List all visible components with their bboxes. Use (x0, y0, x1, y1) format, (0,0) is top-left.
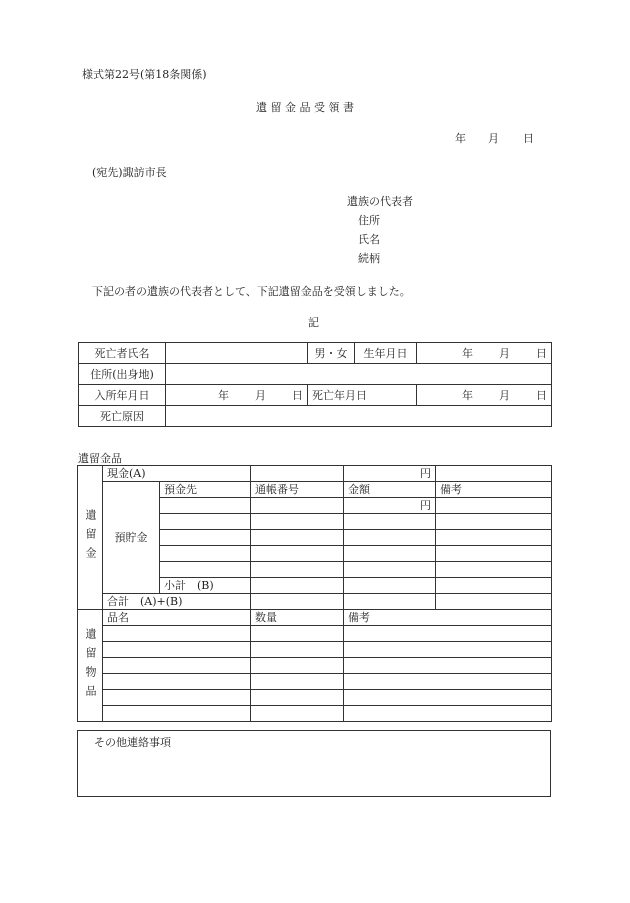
quantity-field[interactable] (251, 642, 344, 658)
property-table (77, 465, 552, 722)
table-row (78, 674, 552, 690)
goods-remarks-field[interactable] (344, 658, 552, 674)
other-contact-box[interactable] (77, 730, 551, 797)
quantity-field[interactable] (251, 626, 344, 642)
passbook-header: 通帳番号 (251, 482, 344, 498)
cash-detail-field[interactable] (251, 466, 344, 482)
item-field[interactable] (103, 626, 251, 642)
item-field[interactable] (103, 642, 251, 658)
remarks-field[interactable] (436, 546, 552, 562)
goods-remarks-field[interactable] (344, 706, 552, 722)
month-label: 月 (499, 347, 510, 360)
table-row (78, 482, 552, 498)
goods-group-label: 遺留物品 (78, 610, 103, 722)
table-row (79, 385, 552, 406)
year-label: 年 (218, 389, 229, 402)
date-year-label: 年 (455, 132, 466, 145)
year-label: 年 (462, 389, 473, 402)
statement: 下記の者の遺族の代表者として、下記遺留金品を受領しました。 (92, 285, 411, 298)
remarks-field[interactable] (436, 530, 552, 546)
quantity-header: 数量 (251, 610, 344, 626)
passbook-field[interactable] (251, 530, 344, 546)
document-title: 遺 留 金 品 受 領 書 (256, 101, 354, 114)
date-month-label: 月 (488, 132, 499, 145)
savings-label: 預貯金 (103, 482, 160, 594)
bank-header: 預金先 (160, 482, 251, 498)
total-label: 合計 (A)+(B) (103, 594, 251, 610)
item-field[interactable] (103, 674, 251, 690)
remarks-field[interactable] (436, 562, 552, 578)
table-row (78, 706, 552, 722)
quantity-field[interactable] (251, 690, 344, 706)
total-amount-field[interactable] (344, 594, 436, 610)
goods-remarks-field[interactable] (344, 690, 552, 706)
date-day-label: 日 (523, 132, 534, 145)
table-row (79, 364, 552, 385)
gender-field[interactable]: 男・女 (308, 343, 355, 364)
bank-field[interactable] (160, 498, 251, 514)
subtotal-amount-field[interactable] (344, 578, 436, 594)
addressee: (宛先)諏訪市長 (92, 166, 167, 179)
item-field[interactable] (103, 706, 251, 722)
subtotal-remarks-field[interactable] (436, 578, 552, 594)
passbook-field[interactable] (251, 546, 344, 562)
goods-remarks-field[interactable] (344, 626, 552, 642)
day-label: 日 (536, 347, 547, 360)
bank-field[interactable] (160, 530, 251, 546)
subtotal-label: 小計 (B) (160, 578, 251, 594)
day-label: 日 (292, 389, 303, 402)
representative-relation-label: 続柄 (358, 252, 380, 265)
table-row (79, 343, 552, 364)
total-remarks-field[interactable] (436, 594, 552, 610)
amount-field[interactable] (344, 530, 436, 546)
origin-field[interactable] (166, 364, 552, 385)
deceased-info-table (78, 342, 552, 427)
cash-label: 現金(A) (103, 466, 251, 482)
item-field[interactable] (103, 690, 251, 706)
table-row (78, 610, 552, 626)
death-date-label: 死亡年月日 (308, 385, 417, 406)
cause-label: 死亡原因 (79, 406, 166, 427)
cash-remarks-field[interactable] (436, 466, 552, 482)
amount-field[interactable] (344, 562, 436, 578)
item-field[interactable] (103, 658, 251, 674)
goods-remarks-field[interactable] (344, 674, 552, 690)
passbook-field[interactable] (251, 514, 344, 530)
other-contact-label: その他連絡事項 (94, 736, 171, 749)
amount-field[interactable] (344, 514, 436, 530)
table-row (78, 626, 552, 642)
representative-address-label: 住所 (358, 214, 380, 227)
representative-heading: 遺族の代表者 (347, 195, 413, 208)
birth-date-field[interactable] (417, 343, 552, 364)
day-label: 日 (536, 389, 547, 402)
total-detail-field[interactable] (251, 594, 344, 610)
remarks-header: 備考 (436, 482, 552, 498)
property-section-label: 遺留金品 (78, 452, 122, 465)
remarks-field[interactable] (436, 514, 552, 530)
birth-date-label: 生年月日 (355, 343, 417, 364)
table-row (78, 594, 552, 610)
quantity-field[interactable] (251, 658, 344, 674)
origin-label: 住所(出身地) (79, 364, 166, 385)
cash-amount-field[interactable]: 円 (344, 466, 436, 482)
bank-field[interactable] (160, 546, 251, 562)
quantity-field[interactable] (251, 674, 344, 690)
year-label: 年 (462, 347, 473, 360)
table-row (79, 406, 552, 427)
amount-header: 金額 (344, 482, 436, 498)
admission-date-label: 入所年月日 (79, 385, 166, 406)
table-row (78, 658, 552, 674)
item-header: 品名 (103, 610, 251, 626)
amount-field[interactable] (344, 546, 436, 562)
month-label: 月 (255, 389, 266, 402)
deceased-name-field[interactable] (166, 343, 308, 364)
passbook-field[interactable] (251, 498, 344, 514)
month-label: 月 (499, 389, 510, 402)
deceased-name-label: 死亡者氏名 (79, 343, 166, 364)
bank-field[interactable] (160, 514, 251, 530)
goods-remarks-header: 備考 (344, 610, 552, 626)
quantity-field[interactable] (251, 706, 344, 722)
remarks-field[interactable] (436, 498, 552, 514)
death-date-field[interactable] (417, 385, 552, 406)
money-group-label: 遺留金 (78, 466, 103, 610)
table-row (78, 466, 552, 482)
form-number: 様式第22号(第18条関係) (82, 68, 207, 81)
table-row (78, 690, 552, 706)
table-row (78, 642, 552, 658)
bank-field[interactable] (160, 562, 251, 578)
admission-date-field[interactable] (166, 385, 308, 406)
cause-field[interactable] (166, 406, 552, 427)
representative-name-label: 氏名 (358, 233, 380, 246)
passbook-field[interactable] (251, 562, 344, 578)
amount-field[interactable]: 円 (344, 498, 436, 514)
goods-remarks-field[interactable] (344, 642, 552, 658)
subtotal-detail-field[interactable] (251, 578, 344, 594)
note-heading: 記 (308, 316, 319, 329)
